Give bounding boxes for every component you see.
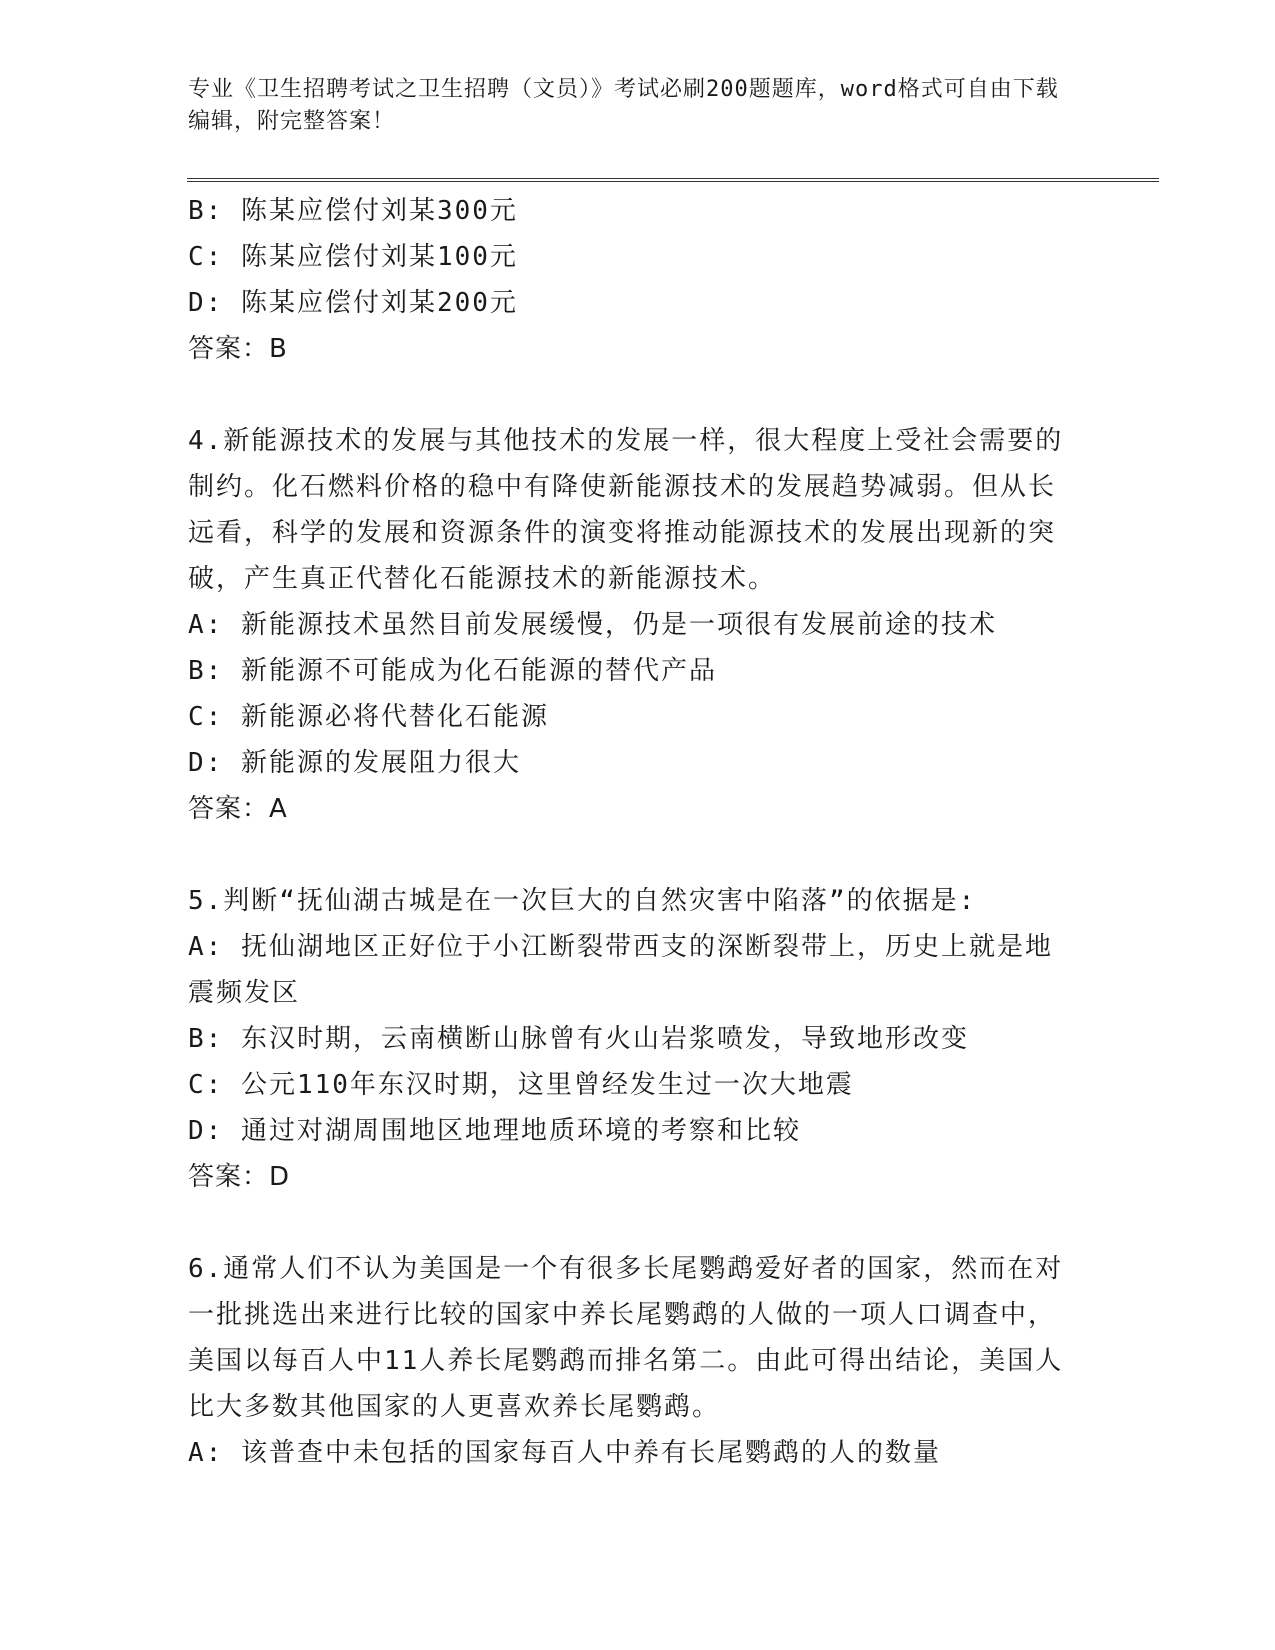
option-c: C: 陈某应偿付刘某100元 (188, 242, 518, 272)
option-a: A: 抚仙湖地区正好位于小江断裂带西支的深断裂带上，历史上就是地震频发区 (188, 932, 1053, 1008)
question-stem: 5.判断“抚仙湖古城是在一次巨大的自然灾害中陷落”的依据是: (188, 886, 977, 916)
question-4 (188, 418, 1078, 832)
question-stem: 4.新能源技术的发展与其他技术的发展一样，很大程度上受社会需要的制约。化石燃料价格的稳中有降使新能源技术的发展趋势减弱。但从长远看，科学的发展和资源条件的演变将推动能源技术的发展出现新的突破，产生真正代替化石能源技术的新能源技术。 (188, 426, 1064, 594)
question-5 (188, 878, 1078, 1200)
question-list (188, 188, 1078, 1476)
header-text: 专业《卫生招聘考试之卫生招聘（文员）》考试必刷200题题库，word格式可自由下载编辑，附完整答案！ (188, 77, 1059, 134)
option-d: D: 陈某应偿付刘某200元 (188, 288, 518, 318)
option-d: D: 新能源的发展阻力很大 (188, 748, 521, 778)
option-c: C: 公元110年东汉时期，这里曾经发生过一次大地震 (188, 1070, 854, 1100)
option-b: B: 东汉时期，云南横断山脉曾有火山岩浆喷发，导致地形改变 (188, 1024, 969, 1054)
answer: 答案：A (188, 794, 288, 824)
header-rule (187, 178, 1159, 182)
option-d: D: 通过对湖周围地区地理地质环境的考察和比较 (188, 1116, 801, 1146)
option-b: B: 陈某应偿付刘某300元 (188, 196, 518, 226)
option-b: B: 新能源不可能成为化石能源的替代产品 (188, 656, 717, 686)
question-stem: 6.通常人们不认为美国是一个有很多长尾鹦鹉爱好者的国家，然而在对一批挑选出来进行比较的国家中养长尾鹦鹉的人做的一项人口调查中，美国以每百人中11人养长尾鹦鹉而排名第二。由此可得出结论，美国人比大多数其他国家的人更喜欢养长尾鹦鹉。 (188, 1254, 1064, 1422)
spacer (188, 372, 1078, 418)
option-a: A: 该普查中未包括的国家每百人中养有长尾鹦鹉的人的数量 (188, 1438, 941, 1468)
option-a: A: 新能源技术虽然目前发展缓慢，仍是一项很有发展前途的技术 (188, 610, 997, 640)
question-3 (188, 188, 1078, 372)
question-6 (188, 1246, 1078, 1476)
option-c: C: 新能源必将代替化石能源 (188, 702, 549, 732)
document-header (188, 74, 1068, 138)
spacer (188, 1200, 1078, 1246)
answer: 答案：D (188, 1162, 291, 1192)
spacer (188, 832, 1078, 878)
answer: 答案：B (188, 334, 288, 364)
